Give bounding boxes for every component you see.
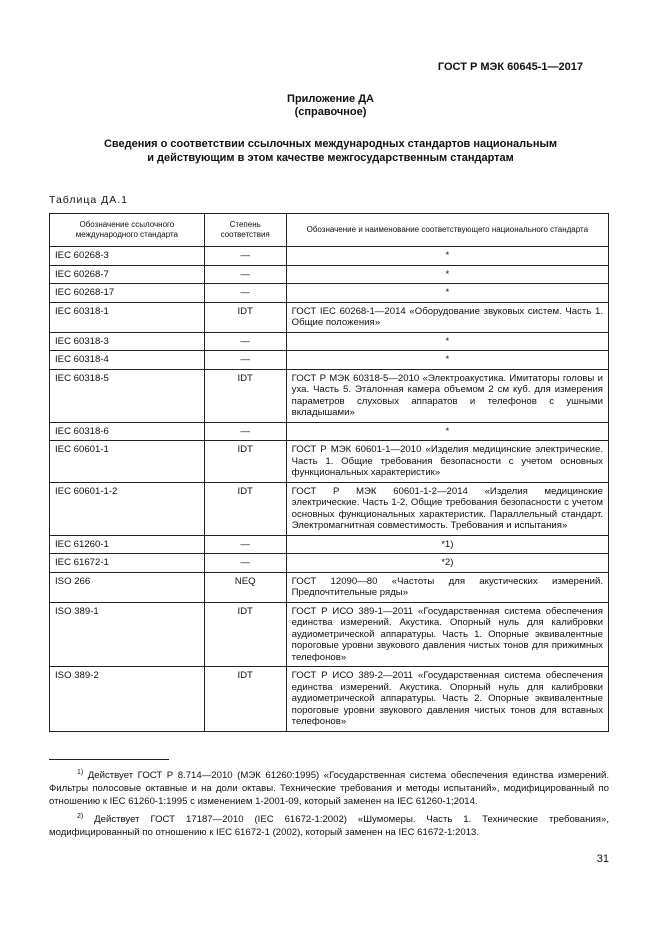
cell-national-standard: ГОСТ Р ИСО 389-1—2011 «Государственная система обеспечения единства измерений. Акустика. Опорный нуль для калибровки аудиометрической аппаратуры. Часть 1. Опорные эквивалентные пороговые уровни звукового давления чистых тонов для прижимных телефонов» (286, 602, 608, 667)
footnote-2-text: Действует ГОСТ 17187—2010 (IEC 61672-1:2002) «Шумомеры. Часть 1. Технические требования», модифицированный по отношению к IEC 61672-1 (2002), который заменен на IEC 61672-1:2013. (49, 814, 609, 838)
cell-reference-standard: IEC 60268-7 (50, 265, 205, 284)
table-row (50, 572, 609, 602)
cell-reference-standard: IEC 61260-1 (50, 535, 205, 554)
cell-reference-standard: IEC 60318-4 (50, 351, 205, 370)
cell-reference-standard: IEC 60268-3 (50, 247, 205, 266)
header-national-standard: Обозначение и наименование соответствующего национального стандарта (286, 214, 608, 247)
table-row (50, 482, 609, 535)
cell-national-standard: * (286, 265, 608, 284)
footnote-2-mark: 2) (77, 812, 84, 820)
cell-national-standard: * (286, 422, 608, 441)
cell-reference-standard: IEC 60318-3 (50, 332, 205, 351)
table-row (50, 302, 609, 332)
section-title (90, 137, 571, 165)
table-row (50, 554, 609, 573)
cell-degree: — (204, 247, 286, 266)
cell-degree: IDT (204, 667, 286, 732)
table-row (50, 441, 609, 483)
cell-degree: — (204, 332, 286, 351)
table-row (50, 422, 609, 441)
cell-national-standard: ГОСТ Р МЭК 60601-1-2—2014 «Изделия медицинские электрические. Часть 1-2. Общие требования безопасности с учетом основных функциональных характеристик. Параллельный стандарт. Электромагнитная совместимость. Требования и испытания» (286, 482, 608, 535)
cell-national-standard: * (286, 332, 608, 351)
cell-reference-standard: IEC 60601-1 (50, 441, 205, 483)
cell-reference-standard: IEC 61672-1 (50, 554, 205, 573)
section-title-line-2: и действующим в этом качестве межгосударственным стандартам (147, 152, 514, 164)
cell-degree: — (204, 265, 286, 284)
cell-degree: — (204, 351, 286, 370)
table-body (50, 247, 609, 732)
cell-national-standard: ГОСТ Р ИСО 389-2—2011 «Государственная система обеспечения единства измерений. Акустика. Опорный нуль для калибровки аудиометрической аппаратуры. Часть 2. Опорные эквивалентные пороговые уровни звукового давления чистых тонов для вставных телефонов» (286, 667, 608, 732)
cell-degree: — (204, 284, 286, 303)
table-row (50, 265, 609, 284)
table-row (50, 667, 609, 732)
footnote-1-mark: 1) (77, 768, 84, 776)
table-row (50, 535, 609, 554)
cell-national-standard: ГОСТ 12090—80 «Частоты для акустических измерений. Предпочтительные ряды» (286, 572, 608, 602)
cell-degree: IDT (204, 602, 286, 667)
annex-heading (0, 93, 661, 119)
cell-national-standard: * (286, 284, 608, 303)
table-row (50, 351, 609, 370)
footnotes (49, 769, 609, 844)
section-title-line-1: Сведения о соответствии ссылочных международных стандартов национальным (103, 138, 558, 150)
cell-national-standard: *1) (286, 535, 608, 554)
correspondence-table (49, 213, 609, 732)
cell-national-standard: * (286, 351, 608, 370)
table-row (50, 369, 609, 422)
page-number: 31 (596, 853, 609, 865)
footnote-1-text: Действует ГОСТ Р 8.714—2010 (МЭК 61260:1995) «Государственная система обеспечения единства измерений. Фильтры полосовые октавные и на доли октавы. Технические требования и методы испытаний», модифицированный по отношению к IEC 61260-1:1995 с изменением 1-2001-09, который заменен на IEC 61260-1;2014. (49, 770, 609, 807)
header-reference-standard: Обозначение ссылочного международного стандарта (50, 214, 205, 247)
table-row (50, 284, 609, 303)
cell-reference-standard: IEC 60318-1 (50, 302, 205, 332)
cell-degree: IDT (204, 482, 286, 535)
table-header-row (50, 214, 609, 247)
table-caption: Таблица ДА.1 (49, 194, 128, 206)
cell-reference-standard: ISO 266 (50, 572, 205, 602)
table-row (50, 332, 609, 351)
cell-degree: IDT (204, 441, 286, 483)
cell-reference-standard: ISO 389-2 (50, 667, 205, 732)
cell-degree: IDT (204, 369, 286, 422)
cell-national-standard: ГОСТ IEC 60268-1—2014 «Оборудование звуковых систем. Часть 1. Общие положения» (286, 302, 608, 332)
cell-national-standard: * (286, 247, 608, 266)
cell-reference-standard: IEC 60318-5 (50, 369, 205, 422)
cell-national-standard: *2) (286, 554, 608, 573)
annex-title: Приложение ДА (287, 93, 374, 105)
cell-national-standard: ГОСТ Р МЭК 60318-5—2010 «Электроакустика. Имитаторы головы и уха. Часть 5. Эталонная камера объемом 2 см куб. для измерения параметров слуховых аппаратов и телефонов с ушными вкладышами» (286, 369, 608, 422)
cell-reference-standard: ISO 389-1 (50, 602, 205, 667)
table-row (50, 247, 609, 266)
cell-degree: NEQ (204, 572, 286, 602)
footnote-2 (49, 813, 609, 839)
cell-reference-standard: IEC 60601-1-2 (50, 482, 205, 535)
annex-subtitle: (справочное) (294, 106, 367, 118)
cell-national-standard: ГОСТ Р МЭК 60601-1—2010 «Изделия медицинские электрические. Часть 1. Общие требования безопасности с учетом основных функциональных характеристик» (286, 441, 608, 483)
header-degree: Степень соответствия (204, 214, 286, 247)
cell-reference-standard: IEC 60268-17 (50, 284, 205, 303)
cell-degree: — (204, 422, 286, 441)
table-row (50, 602, 609, 667)
footnote-1 (49, 769, 609, 808)
footnote-divider (49, 759, 169, 760)
cell-degree: IDT (204, 302, 286, 332)
cell-reference-standard: IEC 60318-6 (50, 422, 205, 441)
cell-degree: — (204, 554, 286, 573)
cell-degree: — (204, 535, 286, 554)
document-code: ГОСТ Р МЭК 60645-1—2017 (437, 61, 583, 73)
